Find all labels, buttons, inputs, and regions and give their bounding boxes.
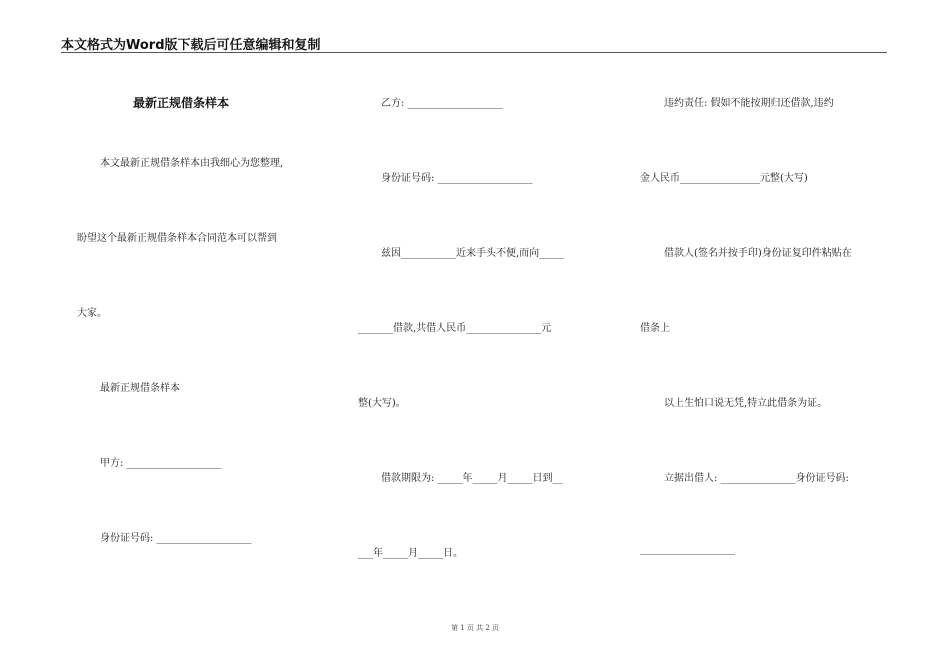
col1-line-4: 最新正规借条样本 (100, 383, 180, 394)
col1-line-3: 大家。 (77, 308, 107, 319)
col2-term-end: ___年_____月_____日。 (358, 548, 463, 559)
col2-term: 借款期限为: _____年_____月_____日到__ (381, 473, 563, 484)
col3-line-7: ___________________ (640, 544, 735, 555)
col3-line-4: 借条上 (640, 323, 670, 334)
col2-line-5: 整(大写)。 (358, 398, 406, 409)
page-footer: 第 1 页 共 2 页 (450, 624, 500, 632)
document-title: 最新正规借条样本 (133, 96, 230, 110)
col3-lender: 立据出借人: _______________身份证号码: (664, 473, 849, 484)
col3-line-2: 金人民币________________元整(大写) (640, 173, 808, 184)
col1-line-2: 盼望这个最新正规借条样本合同范本可以帮到 (77, 233, 277, 244)
col3-line-5: 以上生怕口说无凭,特立此借条为证。 (664, 398, 828, 409)
col1-line-1: 本文最新正规借条样本由我细心为您整理, (100, 158, 284, 169)
col1-party-a: 甲方: ___________________ (100, 458, 222, 469)
col3-liability: 违约责任: 假如不能按期归还借款,违约 (664, 98, 834, 109)
col3-line-3: 借款人(签名并按手印)身份证复印件粘贴在 (664, 248, 852, 259)
col2-line-4: _______借款,共借人民币_______________元 (358, 323, 552, 334)
header-title: 本文格式为Word版下载后可任意编辑和复制 (61, 38, 321, 53)
col1-id-number: 身份证号码: ___________________ (100, 533, 252, 544)
col2-line-3: 兹因___________近来手头不便,而向_____ (381, 248, 565, 259)
col2-id-number: 身份证号码: ___________________ (381, 173, 533, 184)
header-divider (61, 52, 887, 53)
col2-party-b: 乙方: ___________________ (381, 98, 503, 109)
